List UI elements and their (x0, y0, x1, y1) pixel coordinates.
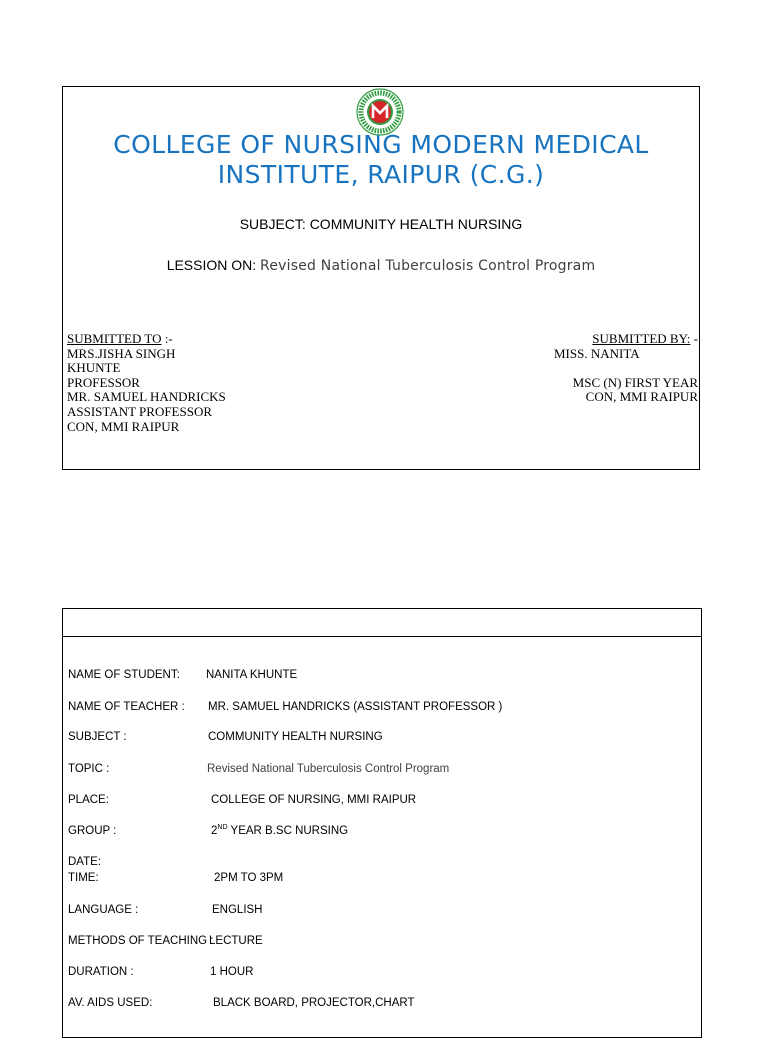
submitted-by-name: MISS. NANITA (554, 345, 640, 361)
detail-row-student (68, 669, 698, 685)
detail-label: DURATION : (68, 966, 134, 978)
detail-value: ENGLISH (212, 904, 263, 916)
detail-row-subject (68, 731, 698, 747)
submitted-to-line: PROFESSOR (67, 374, 140, 390)
detail-label: DATE: (68, 856, 102, 868)
detail-value: NANITA KHUNTE (206, 669, 298, 681)
detail-value: COMMUNITY HEALTH NURSING (208, 731, 383, 743)
submitted-to-line: ASSISTANT PROFESSOR (67, 403, 213, 419)
submitted-to-line: MR. SAMUEL HANDRICKS (67, 389, 226, 405)
detail-row-topic (68, 763, 698, 779)
cover-lesson (62, 257, 700, 274)
detail-row-language (68, 904, 698, 920)
college-title: COLLEGE OF NURSING MODERN MEDICAL INSTITUTE, RAIPUR (C.G.) (113, 130, 649, 189)
submitted-to-line: CON, MMI RAIPUR (67, 418, 180, 434)
detail-label: TOPIC : (68, 763, 110, 775)
submitted-by-line: CON, MMI RAIPUR (585, 389, 698, 405)
detail-label: NAME OF TEACHER : (68, 701, 185, 713)
detail-value: 1 HOUR (210, 966, 254, 978)
lesson-topic: Revised National Tuberculosis Control Program (260, 258, 596, 274)
detail-label: LANGUAGE : (68, 904, 139, 916)
detail-label: NAME OF STUDENT: (68, 669, 180, 681)
detail-row-place (68, 794, 698, 810)
detail-row-date (68, 856, 698, 872)
detail-value: LECTURE (209, 935, 263, 947)
detail-value: Revised National Tuberculosis Control Program (207, 763, 450, 775)
detail-label: AV. AIDS USED: (68, 997, 153, 1009)
detail-row-methods (68, 935, 698, 951)
detail-row-av-aids (68, 997, 698, 1013)
submitted-to-heading: SUBMITTED TO :- (67, 331, 173, 346)
cover-subject: SUBJECT: COMMUNITY HEALTH NURSING (239, 216, 523, 232)
detail-row-duration (68, 966, 698, 982)
detail-row-teacher (68, 701, 698, 717)
detail-value: 2PM TO 3PM (214, 872, 284, 884)
submitted-by-heading: SUBMITTED BY: - (592, 331, 698, 346)
submitted-to-line: KHUNTE (67, 360, 121, 376)
college-logo-icon (356, 88, 404, 136)
detail-label: GROUP : (68, 825, 117, 837)
submitted-to-block (67, 332, 327, 434)
detail-label: METHODS OF TEACHING : (68, 935, 214, 947)
detail-label: TIME: (68, 872, 99, 884)
detail-row-group (68, 825, 698, 841)
submitted-by-line: MSC (N) FIRST YEAR (572, 374, 698, 390)
detail-value: BLACK BOARD, PROJECTOR,CHART (213, 997, 415, 1009)
lesson-label: LESSION ON: (166, 257, 261, 273)
detail-label: PLACE: (68, 794, 109, 806)
submitted-by-block (540, 332, 698, 405)
detail-row-time (68, 872, 698, 888)
detail-label: SUBJECT : (68, 731, 127, 743)
detail-value: MR. SAMUEL HANDRICKS (ASSISTANT PROFESSOR ) (208, 701, 503, 713)
detail-value: 2ND YEAR B.SC NURSING (211, 824, 349, 837)
submitted-to-line: MRS.JISHA SINGH (67, 345, 176, 361)
details-header-row (62, 608, 702, 637)
detail-value: COLLEGE OF NURSING, MMI RAIPUR (211, 794, 417, 806)
